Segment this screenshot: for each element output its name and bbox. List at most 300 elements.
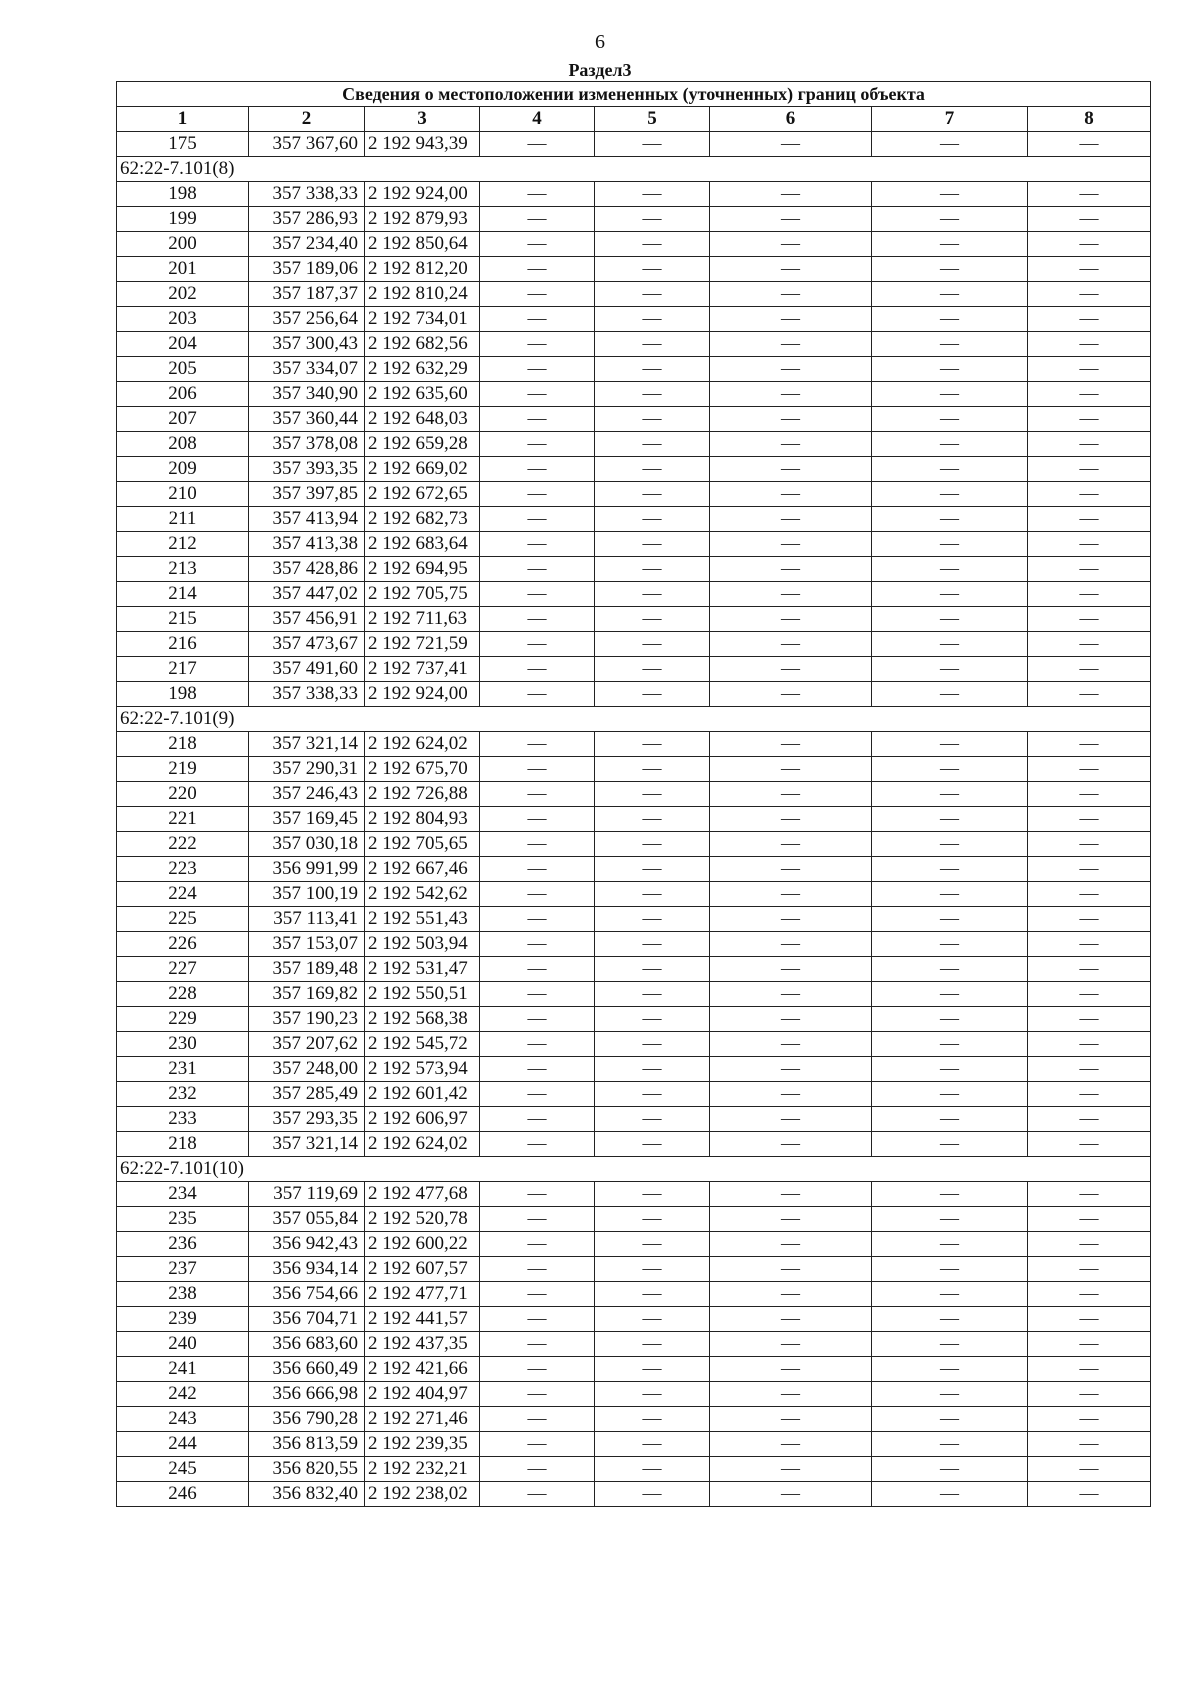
empty-value-dash: — bbox=[595, 232, 710, 257]
column-header-row bbox=[117, 107, 1151, 132]
empty-value-dash: — bbox=[872, 482, 1028, 507]
empty-value-dash: — bbox=[872, 1032, 1028, 1057]
point-number: 240 bbox=[117, 1332, 249, 1357]
empty-value-dash: — bbox=[710, 1107, 872, 1132]
empty-value-dash: — bbox=[710, 1307, 872, 1332]
empty-value-dash: — bbox=[872, 582, 1028, 607]
empty-value-dash: — bbox=[595, 882, 710, 907]
table-row bbox=[117, 782, 1151, 807]
point-number: 212 bbox=[117, 532, 249, 557]
empty-value-dash: — bbox=[710, 682, 872, 707]
empty-value-dash: — bbox=[872, 1482, 1028, 1507]
empty-value-dash: — bbox=[710, 1082, 872, 1107]
empty-value-dash: — bbox=[1028, 607, 1151, 632]
empty-value-dash: — bbox=[595, 982, 710, 1007]
column-header: 3 bbox=[365, 107, 480, 132]
empty-value-dash: — bbox=[872, 1182, 1028, 1207]
coordinate-x: 357 447,02 bbox=[249, 582, 365, 607]
empty-value-dash: — bbox=[1028, 957, 1151, 982]
boundary-coordinates-table bbox=[116, 81, 1151, 1507]
empty-value-dash: — bbox=[872, 207, 1028, 232]
table-row bbox=[117, 907, 1151, 932]
table-row bbox=[117, 1007, 1151, 1032]
point-number: 210 bbox=[117, 482, 249, 507]
empty-value-dash: — bbox=[872, 307, 1028, 332]
empty-value-dash: — bbox=[1028, 1082, 1151, 1107]
coordinate-y: 2 192 601,42 bbox=[365, 1082, 480, 1107]
point-number: 235 bbox=[117, 1207, 249, 1232]
coordinate-y: 2 192 503,94 bbox=[365, 932, 480, 957]
empty-value-dash: — bbox=[480, 807, 595, 832]
coordinate-y: 2 192 850,64 bbox=[365, 232, 480, 257]
parcel-group-label: 62:22-7.101(9) bbox=[117, 707, 1151, 732]
empty-value-dash: — bbox=[710, 1257, 872, 1282]
empty-value-dash: — bbox=[872, 432, 1028, 457]
empty-value-dash: — bbox=[710, 1182, 872, 1207]
empty-value-dash: — bbox=[480, 457, 595, 482]
coordinate-y: 2 192 737,41 bbox=[365, 657, 480, 682]
empty-value-dash: — bbox=[710, 357, 872, 382]
coordinate-x: 356 754,66 bbox=[249, 1282, 365, 1307]
empty-value-dash: — bbox=[872, 1357, 1028, 1382]
empty-value-dash: — bbox=[1028, 407, 1151, 432]
coordinate-x: 357 491,60 bbox=[249, 657, 365, 682]
table-row bbox=[117, 482, 1151, 507]
empty-value-dash: — bbox=[872, 332, 1028, 357]
empty-value-dash: — bbox=[1028, 1232, 1151, 1257]
coordinate-y: 2 192 705,65 bbox=[365, 832, 480, 857]
empty-value-dash: — bbox=[1028, 807, 1151, 832]
empty-value-dash: — bbox=[480, 257, 595, 282]
empty-value-dash: — bbox=[480, 857, 595, 882]
table-row bbox=[117, 282, 1151, 307]
empty-value-dash: — bbox=[1028, 1257, 1151, 1282]
point-number: 209 bbox=[117, 457, 249, 482]
empty-value-dash: — bbox=[872, 1432, 1028, 1457]
coordinate-x: 357 334,07 bbox=[249, 357, 365, 382]
empty-value-dash: — bbox=[872, 657, 1028, 682]
table-row bbox=[117, 1407, 1151, 1432]
section-label: Раздел3 bbox=[568, 60, 632, 80]
coordinate-x: 357 290,31 bbox=[249, 757, 365, 782]
coordinate-x: 357 360,44 bbox=[249, 407, 365, 432]
coordinate-x: 356 934,14 bbox=[249, 1257, 365, 1282]
empty-value-dash: — bbox=[595, 757, 710, 782]
empty-value-dash: — bbox=[710, 132, 872, 157]
empty-value-dash: — bbox=[1028, 932, 1151, 957]
empty-value-dash: — bbox=[1028, 1332, 1151, 1357]
empty-value-dash: — bbox=[595, 507, 710, 532]
table-row bbox=[117, 557, 1151, 582]
table-row bbox=[117, 607, 1151, 632]
coordinate-y: 2 192 682,73 bbox=[365, 507, 480, 532]
empty-value-dash: — bbox=[710, 832, 872, 857]
point-number: 202 bbox=[117, 282, 249, 307]
coordinate-y: 2 192 624,02 bbox=[365, 732, 480, 757]
coordinate-y: 2 192 531,47 bbox=[365, 957, 480, 982]
empty-value-dash: — bbox=[480, 932, 595, 957]
empty-value-dash: — bbox=[480, 1007, 595, 1032]
empty-value-dash: — bbox=[710, 207, 872, 232]
table-row bbox=[117, 407, 1151, 432]
column-header: 8 bbox=[1028, 107, 1151, 132]
empty-value-dash: — bbox=[710, 557, 872, 582]
coordinate-x: 356 942,43 bbox=[249, 1232, 365, 1257]
table-row bbox=[117, 382, 1151, 407]
empty-value-dash: — bbox=[1028, 1482, 1151, 1507]
empty-value-dash: — bbox=[1028, 1207, 1151, 1232]
empty-value-dash: — bbox=[710, 232, 872, 257]
empty-value-dash: — bbox=[595, 132, 710, 157]
empty-value-dash: — bbox=[1028, 907, 1151, 932]
empty-value-dash: — bbox=[872, 507, 1028, 532]
empty-value-dash: — bbox=[710, 457, 872, 482]
table-row bbox=[117, 1257, 1151, 1282]
coordinate-y: 2 192 812,20 bbox=[365, 257, 480, 282]
coordinate-y: 2 192 694,95 bbox=[365, 557, 480, 582]
empty-value-dash: — bbox=[1028, 1457, 1151, 1482]
empty-value-dash: — bbox=[595, 332, 710, 357]
empty-value-dash: — bbox=[480, 432, 595, 457]
table-row bbox=[117, 1357, 1151, 1382]
point-number: 224 bbox=[117, 882, 249, 907]
empty-value-dash: — bbox=[595, 1457, 710, 1482]
empty-value-dash: — bbox=[1028, 1007, 1151, 1032]
empty-value-dash: — bbox=[595, 1357, 710, 1382]
table-row bbox=[117, 507, 1151, 532]
point-number: 217 bbox=[117, 657, 249, 682]
empty-value-dash: — bbox=[710, 432, 872, 457]
parcel-group-label: 62:22-7.101(8) bbox=[117, 157, 1151, 182]
coordinate-y: 2 192 682,56 bbox=[365, 332, 480, 357]
empty-value-dash: — bbox=[480, 1357, 595, 1382]
coordinate-x: 357 367,60 bbox=[249, 132, 365, 157]
empty-value-dash: — bbox=[595, 307, 710, 332]
empty-value-dash: — bbox=[872, 1232, 1028, 1257]
empty-value-dash: — bbox=[710, 1007, 872, 1032]
point-number: 198 bbox=[117, 182, 249, 207]
point-number: 229 bbox=[117, 1007, 249, 1032]
coordinate-x: 356 790,28 bbox=[249, 1407, 365, 1432]
coordinate-y: 2 192 542,62 bbox=[365, 882, 480, 907]
empty-value-dash: — bbox=[480, 732, 595, 757]
empty-value-dash: — bbox=[595, 1382, 710, 1407]
empty-value-dash: — bbox=[710, 1032, 872, 1057]
page-number: 6 bbox=[595, 31, 605, 53]
point-number: 219 bbox=[117, 757, 249, 782]
coordinate-y: 2 192 711,63 bbox=[365, 607, 480, 632]
empty-value-dash: — bbox=[595, 1407, 710, 1432]
coordinate-y: 2 192 924,00 bbox=[365, 182, 480, 207]
coordinate-y: 2 192 648,03 bbox=[365, 407, 480, 432]
empty-value-dash: — bbox=[872, 232, 1028, 257]
point-number: 222 bbox=[117, 832, 249, 857]
empty-value-dash: — bbox=[872, 957, 1028, 982]
table-row bbox=[117, 882, 1151, 907]
empty-value-dash: — bbox=[1028, 657, 1151, 682]
point-number: 221 bbox=[117, 807, 249, 832]
empty-value-dash: — bbox=[1028, 732, 1151, 757]
empty-value-dash: — bbox=[595, 457, 710, 482]
empty-value-dash: — bbox=[480, 757, 595, 782]
empty-value-dash: — bbox=[710, 1457, 872, 1482]
empty-value-dash: — bbox=[1028, 1132, 1151, 1157]
empty-value-dash: — bbox=[710, 607, 872, 632]
empty-value-dash: — bbox=[480, 1057, 595, 1082]
point-number: 238 bbox=[117, 1282, 249, 1307]
empty-value-dash: — bbox=[1028, 507, 1151, 532]
empty-value-dash: — bbox=[872, 1082, 1028, 1107]
coordinate-y: 2 192 520,78 bbox=[365, 1207, 480, 1232]
empty-value-dash: — bbox=[480, 982, 595, 1007]
coordinate-x: 357 300,43 bbox=[249, 332, 365, 357]
table-row bbox=[117, 1282, 1151, 1307]
table-row bbox=[117, 1107, 1151, 1132]
point-number: 231 bbox=[117, 1057, 249, 1082]
empty-value-dash: — bbox=[872, 807, 1028, 832]
empty-value-dash: — bbox=[480, 1382, 595, 1407]
empty-value-dash: — bbox=[595, 432, 710, 457]
empty-value-dash: — bbox=[595, 582, 710, 607]
point-number: 175 bbox=[117, 132, 249, 157]
empty-value-dash: — bbox=[710, 1357, 872, 1382]
empty-value-dash: — bbox=[872, 632, 1028, 657]
point-number: 242 bbox=[117, 1382, 249, 1407]
empty-value-dash: — bbox=[480, 407, 595, 432]
empty-value-dash: — bbox=[710, 1407, 872, 1432]
coordinate-y: 2 192 635,60 bbox=[365, 382, 480, 407]
empty-value-dash: — bbox=[1028, 1432, 1151, 1457]
coordinate-y: 2 192 734,01 bbox=[365, 307, 480, 332]
coordinate-x: 357 285,49 bbox=[249, 1082, 365, 1107]
empty-value-dash: — bbox=[1028, 1282, 1151, 1307]
empty-value-dash: — bbox=[1028, 132, 1151, 157]
coordinate-x: 357 187,37 bbox=[249, 282, 365, 307]
empty-value-dash: — bbox=[872, 932, 1028, 957]
empty-value-dash: — bbox=[595, 907, 710, 932]
empty-value-dash: — bbox=[595, 282, 710, 307]
coordinate-y: 2 192 606,97 bbox=[365, 1107, 480, 1132]
coordinate-y: 2 192 600,22 bbox=[365, 1232, 480, 1257]
empty-value-dash: — bbox=[480, 907, 595, 932]
empty-value-dash: — bbox=[480, 957, 595, 982]
empty-value-dash: — bbox=[710, 1282, 872, 1307]
empty-value-dash: — bbox=[1028, 182, 1151, 207]
column-header: 4 bbox=[480, 107, 595, 132]
point-number: 204 bbox=[117, 332, 249, 357]
empty-value-dash: — bbox=[480, 532, 595, 557]
point-number: 244 bbox=[117, 1432, 249, 1457]
empty-value-dash: — bbox=[710, 332, 872, 357]
empty-value-dash: — bbox=[710, 757, 872, 782]
table-row bbox=[117, 632, 1151, 657]
coordinate-y: 2 192 421,66 bbox=[365, 1357, 480, 1382]
coordinate-x: 356 991,99 bbox=[249, 857, 365, 882]
point-number: 233 bbox=[117, 1107, 249, 1132]
coordinate-y: 2 192 550,51 bbox=[365, 982, 480, 1007]
empty-value-dash: — bbox=[872, 757, 1028, 782]
empty-value-dash: — bbox=[480, 1082, 595, 1107]
coordinate-x: 357 169,45 bbox=[249, 807, 365, 832]
empty-value-dash: — bbox=[595, 632, 710, 657]
empty-value-dash: — bbox=[480, 1432, 595, 1457]
empty-value-dash: — bbox=[595, 257, 710, 282]
coordinate-y: 2 192 477,71 bbox=[365, 1282, 480, 1307]
empty-value-dash: — bbox=[872, 132, 1028, 157]
coordinate-y: 2 192 441,57 bbox=[365, 1307, 480, 1332]
empty-value-dash: — bbox=[480, 607, 595, 632]
empty-value-dash: — bbox=[872, 457, 1028, 482]
empty-value-dash: — bbox=[710, 282, 872, 307]
coordinate-x: 357 189,06 bbox=[249, 257, 365, 282]
point-number: 206 bbox=[117, 382, 249, 407]
empty-value-dash: — bbox=[595, 1432, 710, 1457]
empty-value-dash: — bbox=[480, 1257, 595, 1282]
empty-value-dash: — bbox=[595, 932, 710, 957]
empty-value-dash: — bbox=[1028, 882, 1151, 907]
coordinate-x: 356 820,55 bbox=[249, 1457, 365, 1482]
coordinate-y: 2 192 721,59 bbox=[365, 632, 480, 657]
coordinate-x: 357 207,62 bbox=[249, 1032, 365, 1057]
empty-value-dash: — bbox=[1028, 1357, 1151, 1382]
table-row bbox=[117, 1032, 1151, 1057]
empty-value-dash: — bbox=[595, 1207, 710, 1232]
coordinate-x: 357 113,41 bbox=[249, 907, 365, 932]
point-number: 243 bbox=[117, 1407, 249, 1432]
empty-value-dash: — bbox=[872, 732, 1028, 757]
empty-value-dash: — bbox=[710, 532, 872, 557]
empty-value-dash: — bbox=[595, 607, 710, 632]
empty-value-dash: — bbox=[710, 907, 872, 932]
empty-value-dash: — bbox=[710, 507, 872, 532]
empty-value-dash: — bbox=[595, 1007, 710, 1032]
coordinate-x: 357 456,91 bbox=[249, 607, 365, 632]
empty-value-dash: — bbox=[872, 282, 1028, 307]
coordinate-y: 2 192 879,93 bbox=[365, 207, 480, 232]
point-number: 213 bbox=[117, 557, 249, 582]
empty-value-dash: — bbox=[595, 557, 710, 582]
empty-value-dash: — bbox=[595, 1307, 710, 1332]
point-number: 246 bbox=[117, 1482, 249, 1507]
empty-value-dash: — bbox=[1028, 232, 1151, 257]
empty-value-dash: — bbox=[1028, 757, 1151, 782]
empty-value-dash: — bbox=[480, 1107, 595, 1132]
table-row bbox=[117, 1307, 1151, 1332]
empty-value-dash: — bbox=[480, 882, 595, 907]
empty-value-dash: — bbox=[480, 1132, 595, 1157]
coordinate-x: 357 340,90 bbox=[249, 382, 365, 407]
point-number: 215 bbox=[117, 607, 249, 632]
empty-value-dash: — bbox=[480, 782, 595, 807]
empty-value-dash: — bbox=[595, 1132, 710, 1157]
empty-value-dash: — bbox=[872, 1007, 1028, 1032]
empty-value-dash: — bbox=[480, 1232, 595, 1257]
point-number: 218 bbox=[117, 732, 249, 757]
empty-value-dash: — bbox=[595, 682, 710, 707]
empty-value-dash: — bbox=[1028, 1382, 1151, 1407]
empty-value-dash: — bbox=[595, 1332, 710, 1357]
empty-value-dash: — bbox=[710, 657, 872, 682]
table-row bbox=[117, 1432, 1151, 1457]
point-number: 226 bbox=[117, 932, 249, 957]
table-row bbox=[117, 1457, 1151, 1482]
empty-value-dash: — bbox=[710, 932, 872, 957]
empty-value-dash: — bbox=[480, 1307, 595, 1332]
table-row bbox=[117, 232, 1151, 257]
column-header: 6 bbox=[710, 107, 872, 132]
point-number: 205 bbox=[117, 357, 249, 382]
coordinate-y: 2 192 568,38 bbox=[365, 1007, 480, 1032]
coordinate-x: 357 393,35 bbox=[249, 457, 365, 482]
empty-value-dash: — bbox=[872, 382, 1028, 407]
coordinate-y: 2 192 804,93 bbox=[365, 807, 480, 832]
coordinate-x: 356 666,98 bbox=[249, 1382, 365, 1407]
empty-value-dash: — bbox=[872, 1207, 1028, 1232]
empty-value-dash: — bbox=[1028, 207, 1151, 232]
table-caption-row bbox=[117, 82, 1151, 107]
empty-value-dash: — bbox=[872, 357, 1028, 382]
group-header-row bbox=[117, 157, 1151, 182]
empty-value-dash: — bbox=[872, 1407, 1028, 1432]
point-number: 203 bbox=[117, 307, 249, 332]
table-row bbox=[117, 1482, 1151, 1507]
coordinate-y: 2 192 545,72 bbox=[365, 1032, 480, 1057]
point-number: 207 bbox=[117, 407, 249, 432]
empty-value-dash: — bbox=[480, 832, 595, 857]
empty-value-dash: — bbox=[1028, 1107, 1151, 1132]
empty-value-dash: — bbox=[710, 982, 872, 1007]
empty-value-dash: — bbox=[1028, 632, 1151, 657]
empty-value-dash: — bbox=[872, 907, 1028, 932]
empty-value-dash: — bbox=[1028, 782, 1151, 807]
empty-value-dash: — bbox=[480, 582, 595, 607]
point-number: 216 bbox=[117, 632, 249, 657]
empty-value-dash: — bbox=[1028, 432, 1151, 457]
point-number: 241 bbox=[117, 1357, 249, 1382]
empty-value-dash: — bbox=[480, 232, 595, 257]
empty-value-dash: — bbox=[1028, 557, 1151, 582]
point-number: 227 bbox=[117, 957, 249, 982]
empty-value-dash: — bbox=[710, 1057, 872, 1082]
coordinate-x: 357 234,40 bbox=[249, 232, 365, 257]
empty-value-dash: — bbox=[595, 1257, 710, 1282]
empty-value-dash: — bbox=[1028, 382, 1151, 407]
table-row bbox=[117, 957, 1151, 982]
coordinate-y: 2 192 573,94 bbox=[365, 1057, 480, 1082]
point-number: 232 bbox=[117, 1082, 249, 1107]
empty-value-dash: — bbox=[872, 407, 1028, 432]
coordinate-x: 357 321,14 bbox=[249, 1132, 365, 1157]
empty-value-dash: — bbox=[595, 857, 710, 882]
coordinate-y: 2 192 239,35 bbox=[365, 1432, 480, 1457]
table-row bbox=[117, 857, 1151, 882]
coordinate-x: 357 246,43 bbox=[249, 782, 365, 807]
coordinate-y: 2 192 624,02 bbox=[365, 1132, 480, 1157]
empty-value-dash: — bbox=[710, 1207, 872, 1232]
empty-value-dash: — bbox=[480, 1332, 595, 1357]
empty-value-dash: — bbox=[872, 1132, 1028, 1157]
empty-value-dash: — bbox=[1028, 282, 1151, 307]
empty-value-dash: — bbox=[1028, 832, 1151, 857]
empty-value-dash: — bbox=[595, 1107, 710, 1132]
empty-value-dash: — bbox=[872, 532, 1028, 557]
empty-value-dash: — bbox=[710, 1382, 872, 1407]
empty-value-dash: — bbox=[595, 357, 710, 382]
coordinate-x: 356 704,71 bbox=[249, 1307, 365, 1332]
coordinate-y: 2 192 232,21 bbox=[365, 1457, 480, 1482]
coordinate-x: 357 256,64 bbox=[249, 307, 365, 332]
empty-value-dash: — bbox=[710, 1482, 872, 1507]
